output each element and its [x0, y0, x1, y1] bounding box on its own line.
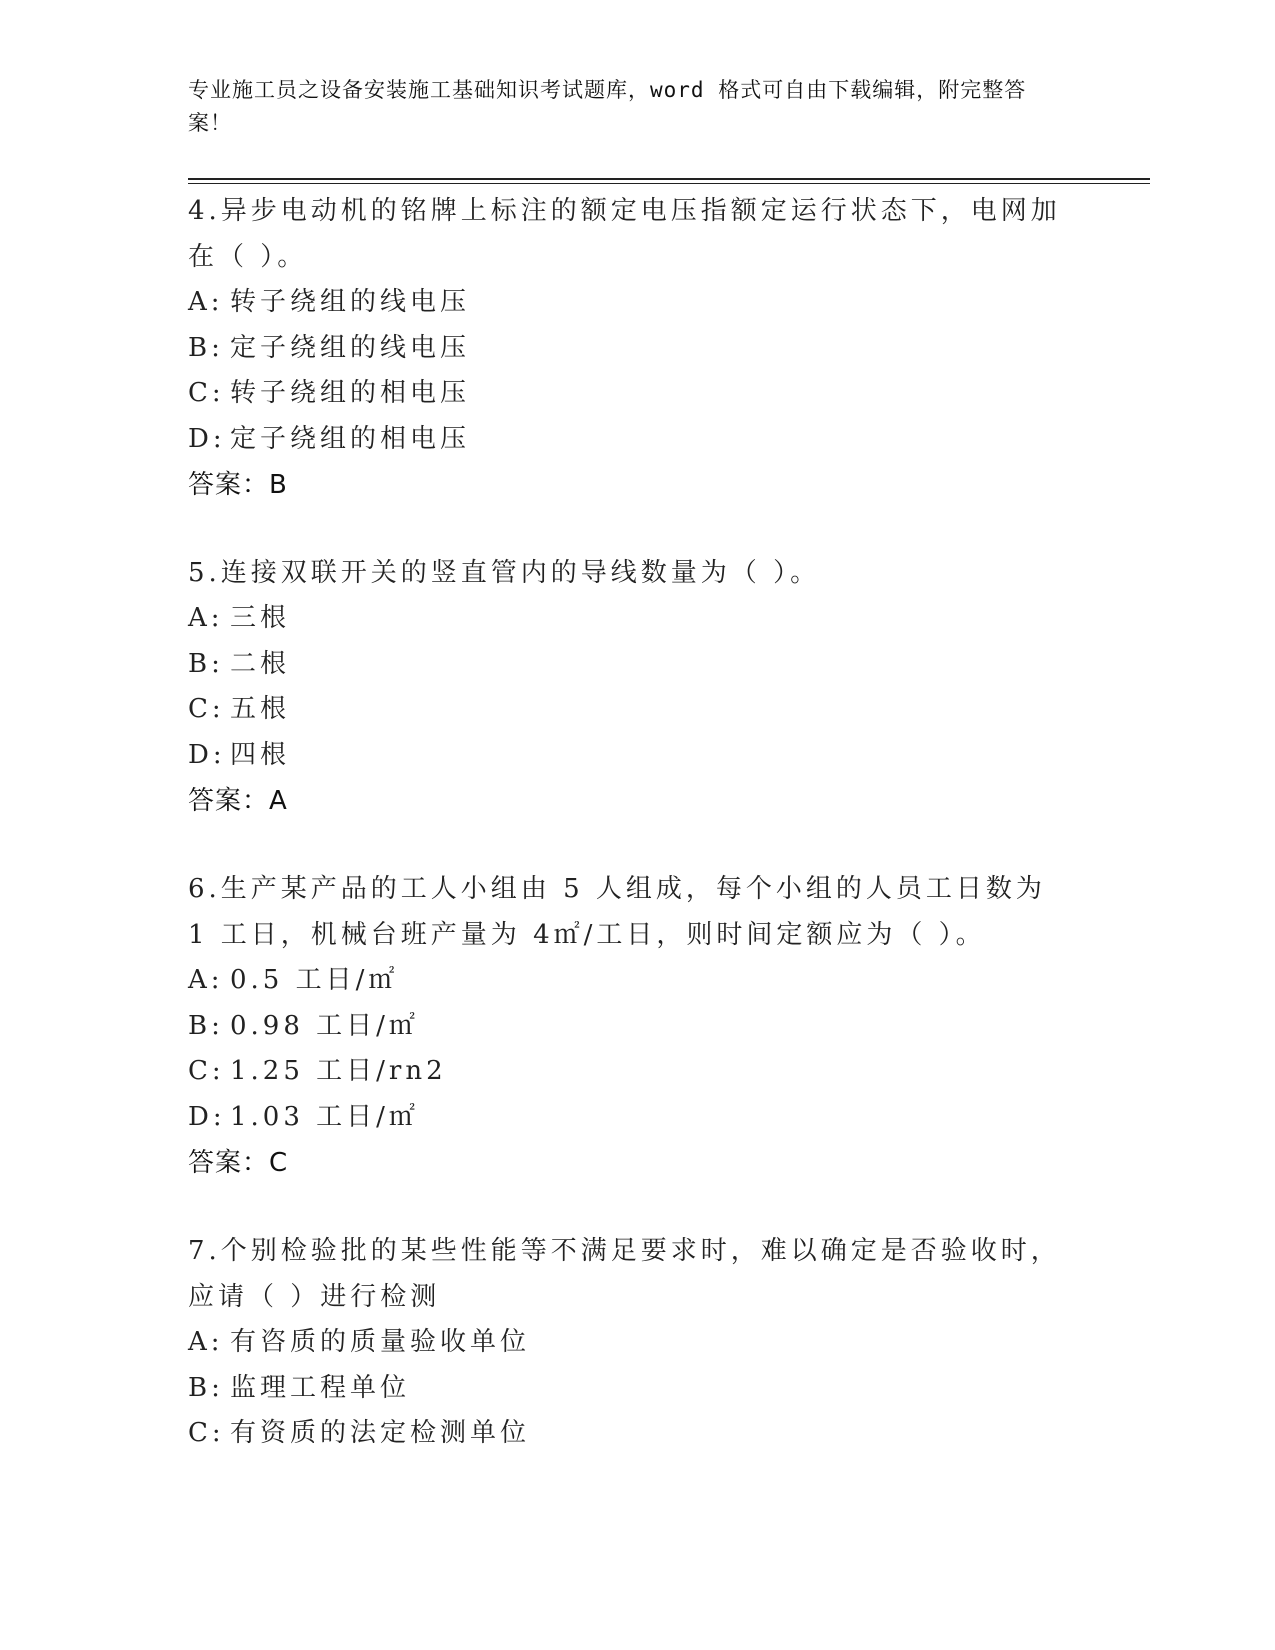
option-a: [188, 280, 1068, 326]
option-text: 有资质的法定检测单位: [230, 1418, 531, 1448]
option-d: [188, 1095, 1068, 1141]
question-stem: 4.异步电动机的铭牌上标注的额定电压指额定运行状态下，电网加在（ ）。: [188, 196, 1061, 272]
question-stem: 7.个别检验批的某些性能等不满足要求时，难以确定是否验收时，应请（ ）进行检测: [188, 1236, 1061, 1312]
option-letter: D:: [188, 423, 226, 454]
option-text: 三根: [230, 603, 291, 633]
option-text: 二根: [230, 648, 291, 679]
option-text: 有咨质的质量验收单位: [230, 1327, 531, 1357]
option-b: [188, 642, 1068, 688]
question-6: [188, 866, 1068, 1186]
option-text: 1.25 工日/rn2: [230, 1056, 447, 1086]
option-letter: A:: [188, 603, 224, 633]
question-5: [188, 550, 1068, 824]
option-d: [188, 733, 1068, 779]
document-header: 专业施工员之设备安装施工基础知识考试题库，word 格式可自由下载编辑，附完整答案！: [188, 78, 1027, 135]
question-4: [188, 188, 1068, 508]
answer-line: 答案：B: [188, 470, 288, 500]
option-letter: A:: [188, 1327, 224, 1357]
option-letter: C:: [188, 378, 225, 408]
header-divider-thick: [188, 178, 1150, 180]
option-letter: B:: [188, 1010, 224, 1041]
option-c: [188, 1049, 1068, 1095]
option-letter: B:: [188, 1372, 224, 1403]
option-text: 0.98 工日/㎡: [230, 1010, 419, 1041]
option-letter: A:: [188, 287, 224, 317]
option-a: [188, 1320, 1068, 1366]
option-text: 监理工程单位: [230, 1372, 411, 1403]
question-stem: 5.连接双联开关的竖直管内的导线数量为（ ）。: [188, 558, 821, 588]
option-text: 定子绕组的相电压: [230, 423, 471, 454]
question-list: [188, 188, 1068, 1499]
option-a: [188, 596, 1068, 642]
option-text: 五根: [230, 694, 291, 724]
option-letter: B:: [188, 648, 224, 679]
option-text: 转子绕组的相电压: [230, 378, 471, 408]
option-c: [188, 371, 1068, 417]
option-text: 转子绕组的线电压: [230, 287, 471, 317]
option-text: 0.5 工日/㎡: [230, 965, 399, 995]
option-a: [188, 958, 1068, 1004]
option-letter: A:: [188, 965, 224, 995]
option-letter: C:: [188, 1418, 225, 1448]
option-letter: C:: [188, 1056, 225, 1086]
option-letter: D:: [188, 1101, 226, 1132]
option-b: [188, 1366, 1068, 1412]
option-letter: D:: [188, 739, 226, 770]
option-letter: B:: [188, 332, 224, 363]
option-text: 1.03 工日/㎡: [230, 1101, 419, 1132]
header-divider-thin: [188, 183, 1150, 184]
option-text: 四根: [230, 739, 291, 770]
option-c: [188, 1411, 1068, 1457]
option-b: [188, 1004, 1068, 1050]
answer-line: 答案：A: [188, 786, 288, 816]
question-7: [188, 1228, 1068, 1457]
option-d: [188, 417, 1068, 463]
option-text: 定子绕组的线电压: [230, 332, 471, 363]
option-letter: C:: [188, 694, 225, 724]
answer-line: 答案：C: [188, 1148, 289, 1178]
question-stem: 6.生产某产品的工人小组由 5 人组成，每个小组的人员工日数为 1 工日，机械台班产量为 4㎡/工日，则时间定额应为（ ）。: [188, 874, 1046, 950]
option-c: [188, 687, 1068, 733]
option-b: [188, 326, 1068, 372]
